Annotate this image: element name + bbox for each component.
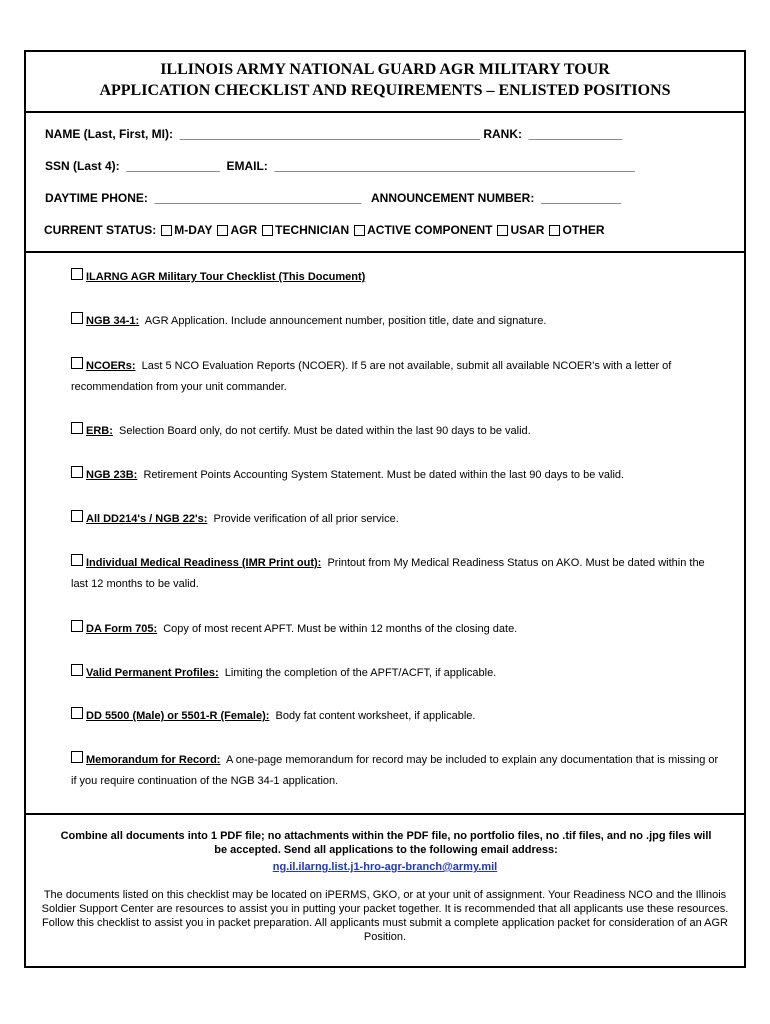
checkbox-icon[interactable] <box>71 751 83 763</box>
form-title <box>26 52 744 113</box>
status-option-other[interactable]: OTHER <box>544 223 604 237</box>
checkbox-icon[interactable] <box>497 225 508 236</box>
resources-note: The documents listed on this checklist may be located on iPERMS, GKO, or at your unit of assignment. Your Readiness NCO and the Illinois Soldier Support Center are resources to assist you in putting your packet together. It is recommended that all applicants use these resources. Follow this checklist to assist you in packet preparation. All applicants must submit a complete application packet for consideration of an AGR Position. <box>41 889 729 943</box>
submission-email-link[interactable]: ng.il.ilarng.list.j1-hro-agr-branch@army.mil <box>272 861 498 873</box>
checklist-item-erb: ERB: Selection Board only, do not certify. Must be dated within the last 90 days to be valid. <box>71 421 721 442</box>
checkbox-icon[interactable] <box>71 707 83 719</box>
name-rank-line[interactable]: NAME (Last, First, MI): _____________________________________________ RANK: ______________ <box>45 127 623 141</box>
status-option-mday[interactable]: M-DAY <box>156 223 212 237</box>
checklist-item-profiles: Valid Permanent Profiles: Limiting the completion of the APFT/ACFT, if applicable. <box>71 663 721 684</box>
checkbox-icon[interactable] <box>71 422 83 434</box>
status-option-technician[interactable]: TECHNICIAN <box>257 223 349 237</box>
checkbox-icon[interactable] <box>217 225 228 236</box>
current-status-row <box>44 223 604 237</box>
checklist-item-this-document: ILARNG AGR Military Tour Checklist (This Document) <box>71 267 721 288</box>
checkbox-icon[interactable] <box>161 225 172 236</box>
checkbox-icon[interactable] <box>71 620 83 632</box>
checkbox-icon[interactable] <box>71 510 83 522</box>
checkbox-icon[interactable] <box>549 225 560 236</box>
checklist-item-memorandum: Memorandum for Record: A one-page memorandum for record may be included to explain any documentation that is missing or if you require continuation of the NGB 34-1 application. <box>71 750 721 792</box>
checkbox-icon[interactable] <box>262 225 273 236</box>
title-line-1: ILLINOIS ARMY NATIONAL GUARD AGR MILITARY TOUR <box>160 61 610 78</box>
checkbox-icon[interactable] <box>354 225 365 236</box>
status-label: CURRENT STATUS: <box>44 223 157 237</box>
checkbox-icon[interactable] <box>71 466 83 478</box>
status-option-active-component[interactable]: ACTIVE COMPONENT <box>349 223 492 237</box>
checkbox-icon[interactable] <box>71 664 83 676</box>
checklist-item-dd-5500: DD 5500 (Male) or 5501-R (Female): Body fat content worksheet, if applicable. <box>71 706 721 727</box>
phone-announcement-line[interactable]: DAYTIME PHONE: _______________________________ ANNOUNCEMENT NUMBER: ____________ <box>45 191 622 205</box>
checklist-item-dd214: All DD214's / NGB 22's: Provide verification of all prior service. <box>71 509 721 530</box>
checklist-item-imr: Individual Medical Readiness (IMR Print out): Printout from My Medical Readiness Status on AKO. Must be dated within the last 12 months to be valid. <box>71 553 721 595</box>
status-option-usar[interactable]: USAR <box>492 223 544 237</box>
checkbox-icon[interactable] <box>71 554 83 566</box>
checklist-item-da-form-705: DA Form 705: Copy of most recent APFT. Must be within 12 months of the closing date. <box>71 619 721 640</box>
checkbox-icon[interactable] <box>71 357 83 369</box>
status-option-agr[interactable]: AGR <box>212 223 257 237</box>
combine-instructions: Combine all documents into 1 PDF file; no attachments within the PDF file, no portfolio files, no .tif files, and no .jpg files will be accepted. Send all applications to the following email address: <box>60 830 712 856</box>
checklist-item-ngb-23b: NGB 23B: Retirement Points Accounting System Statement. Must be dated within the last 90 days to be valid. <box>71 465 721 486</box>
ssn-email-line[interactable]: SSN (Last 4): ______________ EMAIL: ______________________________________________________ <box>45 159 635 173</box>
checklist-item-ncoers: NCOERs: Last 5 NCO Evaluation Reports (NCOER). If 5 are not available, submit all available NCOER's with a letter of recommendation from your unit commander. <box>71 356 721 398</box>
checklist-item-ngb-34-1: NGB 34-1: AGR Application. Include announcement number, position title, date and signature. <box>71 311 721 332</box>
checkbox-icon[interactable] <box>71 268 83 280</box>
checklist-items <box>26 253 744 815</box>
checkbox-icon[interactable] <box>71 312 83 324</box>
checklist-form <box>24 50 746 968</box>
applicant-info-section <box>26 113 744 253</box>
title-line-2: APPLICATION CHECKLIST AND REQUIREMENTS – ENLISTED POSITIONS <box>99 82 671 99</box>
